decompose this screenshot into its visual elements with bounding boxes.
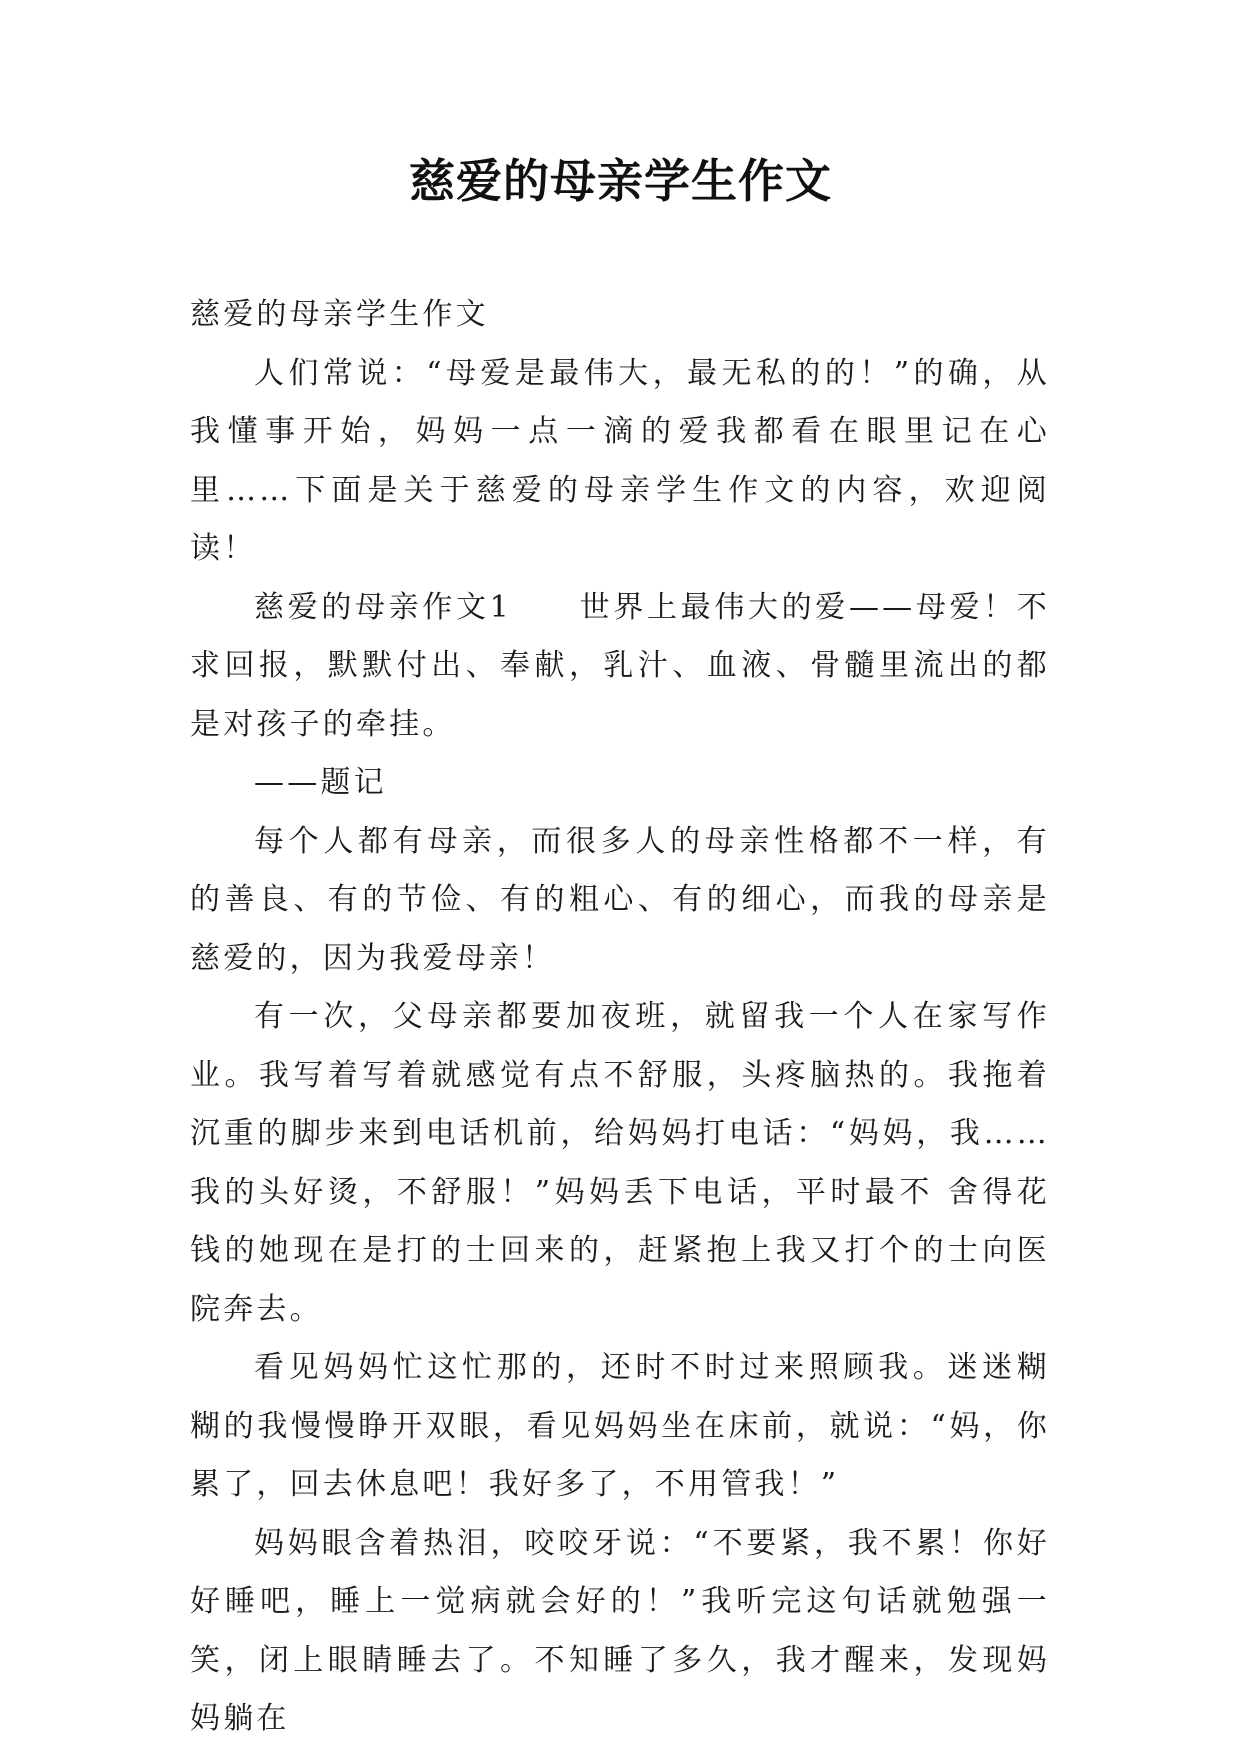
paragraph-body: 看见妈妈忙这忙那的，还时不时过来照顾我。迷迷糊糊的我慢慢睁开双眼，看见妈妈坐在床前，就说：“妈，你累了，回去休息吧！我好多了，不用管我！” <box>190 1350 1050 1502</box>
paragraph-heading: 慈爱的母亲学生作文 <box>190 297 489 332</box>
paragraph-body: 每个人都有母亲，而很多人的母亲性格都不一样，有的善良、有的节俭、有的粗心、有的细心，而我的母亲是慈爱的，因为我爱母亲！ <box>190 823 1050 976</box>
paragraph-body: 有一次，父母亲都要加夜班，就留我一个人在家写作业。我写着写着就感觉有点不舒服，头疼脑热的。我拖着沉重的脚步来到电话机前，给妈妈打电话：“妈妈，我……我的头好烫，不舒服！”妈妈丢下电话，平时最不 舍得花钱的她现在是打的士回来的，赶紧抱上我又打个的士向医院奔去。 <box>190 999 1050 1327</box>
document-body <box>190 286 1050 1749</box>
paragraph-body: 妈妈眼含着热泪，咬咬牙说：“不要紧，我不累！你好好睡吧，睡上一觉病就会好的！”我听完这句话就勉强一笑，闭上眼睛睡去了。不知睡了多久，我才醒来，发现妈妈躺在 <box>190 1525 1050 1736</box>
document-title: 慈爱的母亲学生作文 <box>409 154 832 208</box>
paragraph-essay-1-opening: 慈爱的母亲作文1 世界上最伟大的爱——母爱！不求回报，默默付出、奉献，乳汁、血液、骨髓里流出的都是对孩子的牵挂。 <box>190 589 1050 742</box>
paragraph-epigraph-note: ——题记 <box>254 765 387 800</box>
paragraph-intro: 人们常说：“母爱是最伟大，最无私的的！”的确，从我懂事开始，妈妈一点一滴的爱我都看在眼里记在心里……下面是关于慈爱的母亲学生作文的内容，欢迎阅读！ <box>190 355 1050 566</box>
